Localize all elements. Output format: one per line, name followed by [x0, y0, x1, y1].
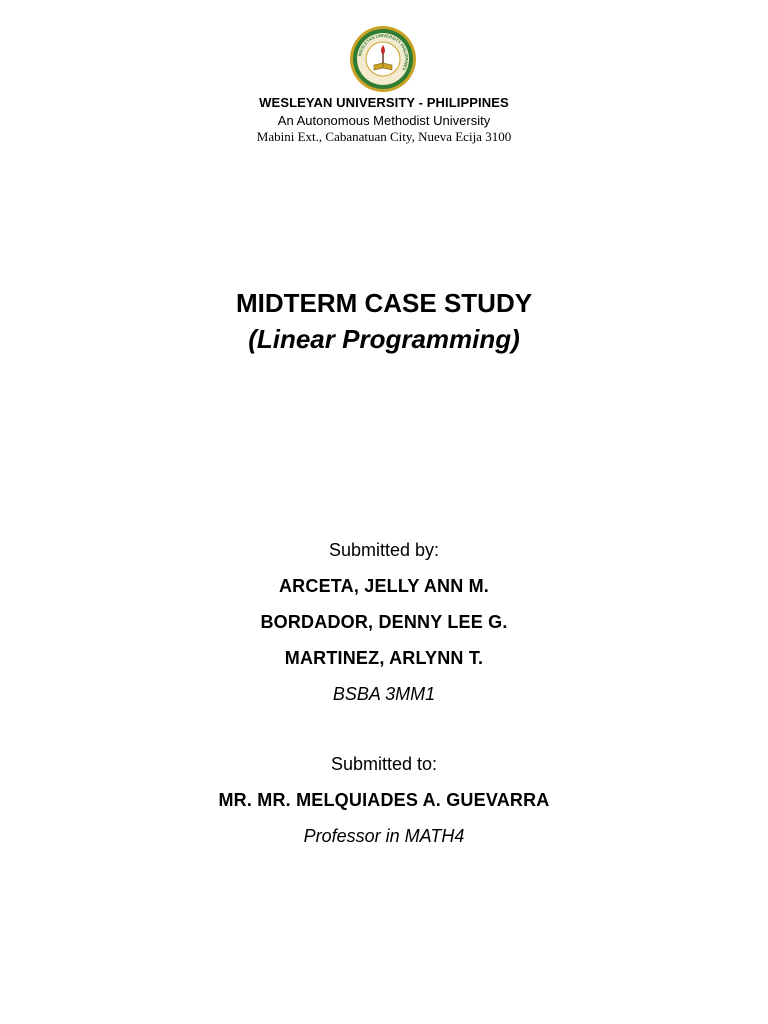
document-title: MIDTERM CASE STUDY	[235, 288, 533, 318]
submitted-to-label: Submitted to:	[330, 754, 438, 774]
student-name: MARTINEZ, ARLYNN T.	[284, 648, 484, 668]
document-subtitle: (Linear Programming)	[248, 324, 520, 354]
university-name: WESLEYAN UNIVERSITY - PHILIPPINES	[259, 95, 509, 110]
professor-title: Professor in MATH4	[303, 826, 465, 846]
svg-text:WESLEYAN UNIVERSITY PHILIPPINE: WESLEYAN UNIVERSITY PHILIPPINES	[357, 32, 410, 72]
student-name: BORDADOR, DENNY LEE G.	[260, 612, 508, 632]
submitted-by-label: Submitted by:	[328, 540, 440, 560]
professor-name: MR. MR. MELQUIADES A. GUEVARRA	[218, 790, 550, 810]
university-seal-icon	[349, 25, 417, 93]
university-tagline: An Autonomous Methodist University	[277, 113, 491, 128]
university-address: Mabini Ext., Cabanatuan City, Nueva Ecija 3100	[256, 129, 512, 144]
class-section: BSBA 3MM1	[332, 684, 436, 704]
student-name: ARCETA, JELLY ANN M.	[278, 576, 490, 596]
